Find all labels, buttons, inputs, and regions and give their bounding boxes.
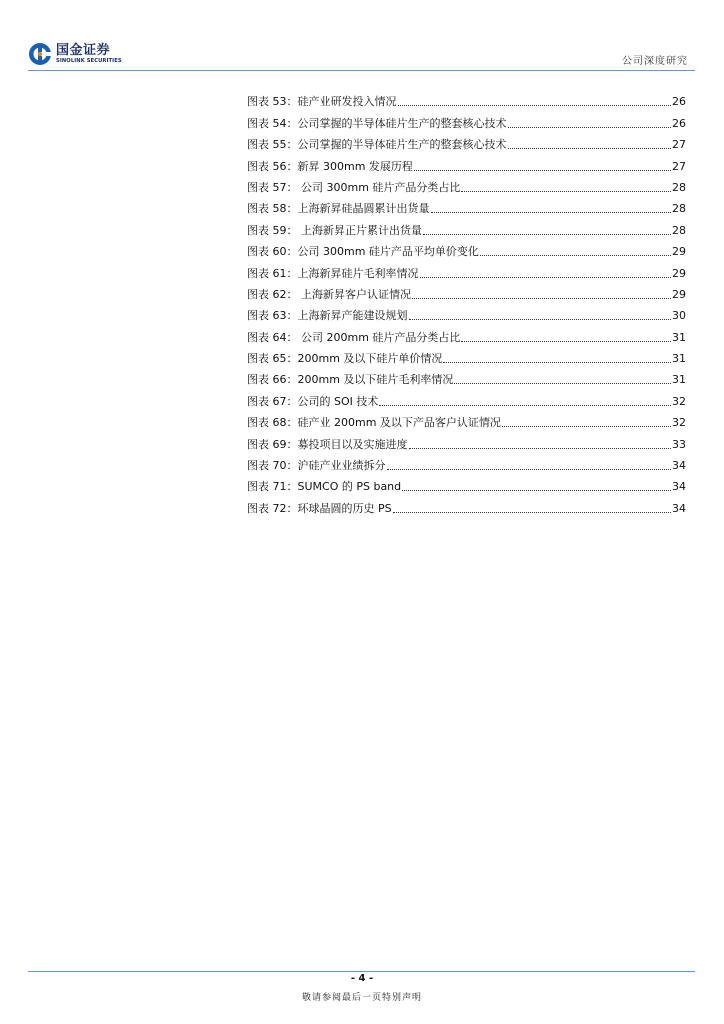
dot-leader bbox=[508, 127, 672, 128]
toc-entry-page: 34 bbox=[672, 480, 686, 494]
dot-leader bbox=[412, 298, 671, 299]
toc-entry-page: 29 bbox=[672, 245, 686, 259]
header-divider bbox=[28, 70, 695, 71]
dot-leader bbox=[409, 448, 672, 449]
toc-entry[interactable] bbox=[247, 88, 686, 109]
dot-leader bbox=[393, 512, 671, 513]
toc-entry-page: 27 bbox=[672, 138, 686, 152]
dot-leader bbox=[461, 341, 671, 342]
toc-entry-page: 31 bbox=[672, 373, 686, 387]
toc-entry-label: 图表 56：新昇 300mm 发展历程 bbox=[247, 159, 413, 173]
toc-entry[interactable] bbox=[247, 430, 686, 451]
toc-entry-page: 26 bbox=[672, 116, 686, 130]
toc-entry[interactable] bbox=[247, 109, 686, 130]
toc-entry[interactable] bbox=[247, 345, 686, 366]
dot-leader bbox=[402, 490, 671, 491]
dot-leader bbox=[480, 255, 671, 256]
dot-leader bbox=[414, 170, 671, 171]
toc-entry-label: 图表 62： 上海新昇客户认证情况 bbox=[247, 287, 411, 301]
toc-entry-label: 图表 54：公司掌握的半导体硅片生产的整套核心技术 bbox=[247, 116, 507, 130]
toc-entry-page: 33 bbox=[672, 437, 686, 451]
toc-entry-page: 29 bbox=[672, 266, 686, 280]
toc-entry-page: 32 bbox=[672, 394, 686, 408]
toc-entry[interactable] bbox=[247, 452, 686, 473]
toc-entry[interactable] bbox=[247, 216, 686, 237]
sinolink-logo-icon bbox=[28, 42, 52, 66]
dot-leader bbox=[420, 277, 672, 278]
dot-leader bbox=[443, 362, 671, 363]
toc-entry-page: 28 bbox=[672, 202, 686, 216]
toc-entry-label: 图表 59： 上海新昇正片累计出货量 bbox=[247, 223, 422, 237]
dot-leader bbox=[423, 234, 671, 235]
figure-index-list bbox=[247, 88, 686, 516]
page-header bbox=[0, 0, 724, 72]
dot-leader bbox=[379, 405, 671, 406]
toc-entry-page: 32 bbox=[672, 416, 686, 430]
report-type: 公司深度研究 bbox=[622, 56, 688, 67]
dot-leader bbox=[431, 212, 672, 213]
toc-entry-label: 图表 72：环球晶圆的历史 PS bbox=[247, 501, 392, 515]
toc-entry-page: 34 bbox=[672, 459, 686, 473]
toc-entry[interactable] bbox=[247, 366, 686, 387]
toc-entry-page: 29 bbox=[672, 287, 686, 301]
toc-entry-page: 26 bbox=[672, 95, 686, 109]
toc-entry[interactable] bbox=[247, 238, 686, 259]
toc-entry[interactable] bbox=[247, 195, 686, 216]
toc-entry-label: 图表 53：硅产业研发投入情况 bbox=[247, 95, 397, 109]
toc-entry-label: 图表 65：200mm 及以下硅片单价情况 bbox=[247, 352, 443, 366]
company-logo bbox=[28, 40, 122, 68]
dot-leader bbox=[409, 319, 672, 320]
toc-entry[interactable] bbox=[247, 409, 686, 430]
dot-leader bbox=[398, 105, 672, 106]
toc-entry-label: 图表 57： 公司 300mm 硅片产品分类占比 bbox=[247, 180, 461, 194]
toc-entry-label: 图表 58：上海新昇硅晶圆累计出货量 bbox=[247, 202, 430, 216]
toc-entry-label: 图表 64： 公司 200mm 硅片产品分类占比 bbox=[247, 330, 461, 344]
toc-entry-label: 图表 63：上海新昇产能建设规划 bbox=[247, 309, 408, 323]
toc-entry-page: 30 bbox=[672, 309, 686, 323]
footer-disclaimer: 敬请参阅最后一页特别声明 bbox=[301, 993, 422, 1003]
toc-entry[interactable] bbox=[247, 259, 686, 280]
toc-entry-page: 27 bbox=[672, 159, 686, 173]
toc-entry-label: 图表 70：沪硅产业业绩拆分 bbox=[247, 459, 386, 473]
toc-entry-label: 图表 55：公司掌握的半导体硅片生产的整套核心技术 bbox=[247, 138, 507, 152]
toc-entry[interactable] bbox=[247, 473, 686, 494]
logo-english-name: SINOLINK SECURITIES bbox=[56, 57, 122, 64]
toc-entry-label: 图表 61：上海新昇硅片毛利率情况 bbox=[247, 266, 419, 280]
toc-entry[interactable] bbox=[247, 131, 686, 152]
dot-leader bbox=[502, 426, 671, 427]
page-number: - 4 - bbox=[350, 973, 374, 984]
toc-entry-page: 28 bbox=[672, 223, 686, 237]
toc-entry[interactable] bbox=[247, 281, 686, 302]
toc-entry[interactable] bbox=[247, 174, 686, 195]
toc-entry[interactable] bbox=[247, 494, 686, 515]
logo-chinese-name: 国金证券 bbox=[56, 42, 111, 58]
toc-entry-label: 图表 60：公司 300mm 硅片产品平均单价变化 bbox=[247, 245, 479, 259]
footer-divider bbox=[28, 971, 695, 972]
toc-entry-label: 图表 69：募投项目以及实施进度 bbox=[247, 437, 408, 451]
dot-leader bbox=[387, 469, 672, 470]
toc-entry-label: 图表 67：公司的 SOI 技术 bbox=[247, 394, 379, 408]
toc-entry-page: 31 bbox=[672, 352, 686, 366]
dot-leader bbox=[508, 148, 672, 149]
toc-entry-page: 28 bbox=[672, 180, 686, 194]
dot-leader bbox=[454, 383, 671, 384]
toc-entry-page: 31 bbox=[672, 330, 686, 344]
toc-entry[interactable] bbox=[247, 152, 686, 173]
toc-entry[interactable] bbox=[247, 302, 686, 323]
toc-entry-label: 图表 68：硅产业 200mm 及以下产品客户认证情况 bbox=[247, 416, 501, 430]
dot-leader bbox=[461, 191, 671, 192]
toc-entry[interactable] bbox=[247, 387, 686, 408]
toc-entry-page: 34 bbox=[672, 501, 686, 515]
toc-entry-label: 图表 71：SUMCO 的 PS band bbox=[247, 480, 402, 494]
toc-entry-label: 图表 66：200mm 及以下硅片毛利率情况 bbox=[247, 373, 454, 387]
toc-entry[interactable] bbox=[247, 323, 686, 344]
